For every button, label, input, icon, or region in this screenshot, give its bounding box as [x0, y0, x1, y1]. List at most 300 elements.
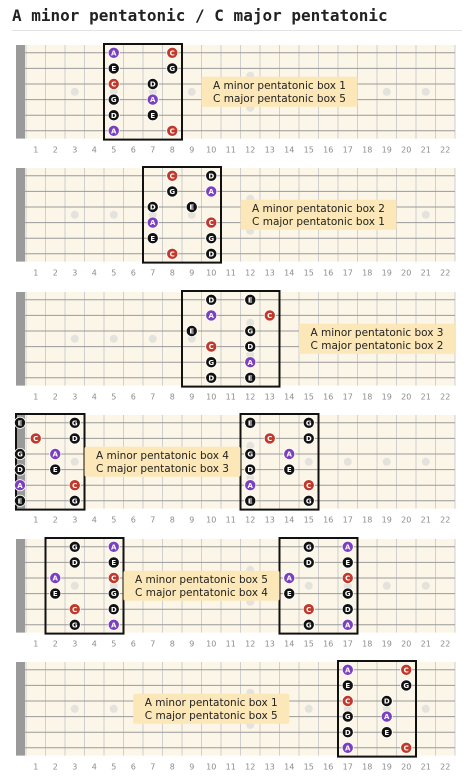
- fret-number: 2: [52, 392, 58, 402]
- note-letter: E: [247, 374, 253, 383]
- note-letter: C: [306, 481, 312, 490]
- fret-number: 13: [264, 268, 275, 278]
- box-label: [133, 694, 289, 724]
- note-marker-g: [14, 448, 25, 459]
- note-letter: G: [17, 450, 23, 459]
- note-letter: G: [71, 621, 78, 630]
- fret-number: 5: [111, 515, 117, 525]
- fret-number: 13: [264, 639, 275, 649]
- fret-inlay: [71, 705, 79, 713]
- note-letter: E: [17, 497, 23, 506]
- note-letter: D: [208, 250, 215, 259]
- note-marker-a: [108, 619, 119, 630]
- fret-number: 13: [264, 762, 275, 772]
- fret-number: 20: [401, 515, 412, 525]
- fret-number: 15: [303, 145, 314, 155]
- fret-number: 9: [189, 515, 195, 525]
- note-marker-c: [69, 480, 80, 491]
- note-marker-a: [108, 125, 119, 136]
- note-marker-e: [186, 201, 197, 212]
- fret-number: 4: [91, 639, 97, 649]
- fret-inlay: [149, 335, 157, 343]
- fret-inlay: [383, 458, 391, 466]
- note-marker-d: [206, 248, 217, 259]
- note-letter: A: [52, 450, 58, 459]
- fret-inlay: [305, 582, 313, 590]
- box-label-minor: A minor pentatonic box 2: [252, 202, 385, 215]
- fret-number: 2: [52, 145, 58, 155]
- note-marker-c: [401, 742, 412, 753]
- fret-number: 14: [284, 762, 295, 772]
- note-letter: E: [111, 65, 117, 73]
- note-marker-g: [108, 94, 119, 105]
- note-letter: C: [169, 49, 175, 58]
- note-marker-g: [245, 448, 256, 459]
- fret-number: 3: [72, 762, 78, 772]
- fret-number: 20: [401, 268, 412, 278]
- page-title: A minor pentatonic / C major pentatonic: [12, 6, 388, 25]
- fret-number: 12: [245, 145, 256, 155]
- fret-number: 17: [342, 515, 353, 525]
- note-marker-d: [245, 464, 256, 475]
- note-marker-e: [342, 680, 353, 691]
- fret-number: 11: [225, 515, 236, 525]
- note-letter: D: [208, 296, 215, 305]
- fret-number: 7: [150, 268, 156, 278]
- fret-number: 16: [323, 639, 334, 649]
- note-marker-d: [108, 604, 119, 615]
- fret-number: 22: [440, 639, 451, 649]
- note-letter: C: [267, 312, 273, 320]
- note-marker-e: [147, 233, 158, 244]
- note-marker-d: [14, 464, 25, 475]
- note-marker-c: [167, 125, 178, 136]
- note-letter: G: [169, 188, 176, 196]
- fretboard-box-4: [14, 414, 455, 525]
- note-marker-c: [167, 47, 178, 58]
- note-marker-c: [303, 480, 314, 491]
- fret-number: 7: [150, 639, 156, 649]
- note-marker-a: [50, 572, 61, 583]
- note-letter: C: [169, 250, 175, 259]
- note-letter: G: [247, 327, 254, 336]
- note-marker-e: [284, 588, 295, 599]
- fret-inlay: [71, 582, 79, 590]
- fret-number: 21: [420, 392, 431, 402]
- note-letter: A: [345, 744, 351, 753]
- fret-number: 13: [264, 392, 275, 402]
- fret-number: 7: [150, 392, 156, 402]
- note-marker-d: [147, 78, 158, 89]
- fret-number: 17: [342, 268, 353, 278]
- note-marker-c: [264, 310, 275, 321]
- note-letter: G: [403, 682, 410, 690]
- note-letter: A: [247, 481, 253, 490]
- note-marker-a: [284, 448, 295, 459]
- note-marker-e: [245, 417, 256, 428]
- note-letter: E: [189, 203, 195, 212]
- note-marker-g: [303, 541, 314, 552]
- fret-inlay: [383, 88, 391, 96]
- note-letter: A: [345, 543, 351, 552]
- note-letter: G: [247, 450, 254, 459]
- note-marker-d: [69, 557, 80, 568]
- nut: [16, 45, 25, 139]
- fret-number: 20: [401, 145, 412, 155]
- fret-number: 10: [206, 515, 217, 525]
- note-letter: A: [111, 49, 117, 58]
- note-letter: A: [150, 219, 156, 228]
- fret-number: 16: [323, 392, 334, 402]
- note-letter: D: [71, 559, 78, 567]
- fret-number: 8: [169, 639, 175, 649]
- fret-number: 18: [362, 145, 373, 155]
- note-letter: A: [111, 543, 117, 552]
- box-label-minor: A minor pentatonic box 5: [135, 573, 268, 586]
- fret-number: 9: [189, 392, 195, 402]
- fret-number: 21: [420, 515, 431, 525]
- note-marker-e: [14, 495, 25, 506]
- note-marker-c: [108, 572, 119, 583]
- note-letter: G: [208, 234, 215, 243]
- fret-number: 19: [381, 392, 392, 402]
- fret-number: 8: [169, 515, 175, 525]
- note-marker-a: [342, 541, 353, 552]
- fret-number: 10: [206, 639, 217, 649]
- fret-number: 22: [440, 145, 451, 155]
- fret-number: 1: [33, 762, 39, 772]
- fret-number: 5: [111, 639, 117, 649]
- fret-number: 3: [72, 145, 78, 155]
- note-letter: G: [344, 590, 351, 599]
- fret-number: 8: [169, 145, 175, 155]
- fret-number: 20: [401, 762, 412, 772]
- note-marker-g: [303, 495, 314, 506]
- note-letter: E: [247, 419, 253, 428]
- note-letter: G: [208, 358, 215, 367]
- note-marker-a: [381, 711, 392, 722]
- note-marker-e: [381, 727, 392, 738]
- note-marker-c: [401, 664, 412, 675]
- note-letter: D: [208, 374, 215, 383]
- note-marker-c: [30, 433, 41, 444]
- fret-number: 8: [169, 762, 175, 772]
- note-marker-g: [69, 619, 80, 630]
- note-marker-c: [69, 604, 80, 615]
- fret-number: 12: [245, 762, 256, 772]
- fret-inlay: [71, 88, 79, 96]
- note-letter: G: [305, 621, 312, 630]
- fret-number: 1: [33, 392, 39, 402]
- note-letter: E: [150, 234, 156, 243]
- note-marker-c: [206, 341, 217, 352]
- box-label-major: C major pentatonic box 3: [96, 462, 229, 475]
- note-letter: D: [110, 111, 117, 120]
- fret-inlay: [71, 335, 79, 343]
- note-letter: A: [208, 188, 214, 196]
- nut: [16, 292, 25, 386]
- note-marker-a: [147, 217, 158, 228]
- note-letter: E: [111, 559, 117, 567]
- note-letter: G: [305, 543, 312, 552]
- note-marker-c: [206, 217, 217, 228]
- fret-number: 2: [52, 762, 58, 772]
- fret-number: 17: [342, 639, 353, 649]
- note-letter: C: [72, 481, 78, 490]
- note-letter: C: [208, 343, 214, 352]
- note-marker-e: [342, 557, 353, 568]
- note-letter: G: [305, 497, 312, 506]
- fret-number: 15: [303, 639, 314, 649]
- note-marker-d: [206, 372, 217, 383]
- fret-number: 1: [33, 639, 39, 649]
- note-letter: G: [71, 497, 78, 506]
- fret-number: 12: [245, 392, 256, 402]
- note-marker-c: [167, 248, 178, 259]
- note-marker-d: [342, 604, 353, 615]
- fret-number: 4: [91, 515, 97, 525]
- fret-inlay: [422, 88, 430, 96]
- fret-number: 7: [150, 145, 156, 155]
- note-letter: C: [208, 219, 214, 228]
- fret-inlay: [110, 211, 118, 219]
- fret-number: 11: [225, 639, 236, 649]
- nut: [16, 168, 25, 262]
- note-marker-d: [69, 433, 80, 444]
- note-marker-a: [245, 480, 256, 491]
- fret-number: 8: [169, 268, 175, 278]
- note-letter: C: [169, 172, 175, 181]
- box-label-minor: A minor pentatonic box 1: [213, 79, 346, 92]
- fret-number: 6: [130, 762, 136, 772]
- note-letter: D: [344, 605, 351, 614]
- note-letter: D: [383, 697, 390, 706]
- note-marker-e: [245, 372, 256, 383]
- note-marker-d: [147, 201, 158, 212]
- note-marker-e: [245, 495, 256, 506]
- note-letter: E: [17, 419, 23, 428]
- fret-number: 6: [130, 639, 136, 649]
- note-marker-d: [108, 110, 119, 121]
- note-letter: D: [305, 435, 312, 443]
- fretboard-box-3: [16, 291, 455, 402]
- note-marker-a: [342, 742, 353, 753]
- fret-number: 11: [225, 268, 236, 278]
- box-label-minor: A minor pentatonic box 4: [96, 449, 229, 462]
- fret-number: 18: [362, 762, 373, 772]
- fret-number: 6: [130, 268, 136, 278]
- note-marker-g: [342, 711, 353, 722]
- fret-number: 9: [189, 145, 195, 155]
- fret-inlay: [344, 458, 352, 466]
- note-letter: D: [71, 435, 78, 443]
- note-letter: A: [345, 666, 351, 675]
- box-label-major: C major pentatonic box 5: [144, 709, 278, 722]
- fret-inlay: [422, 705, 430, 713]
- note-marker-g: [303, 417, 314, 428]
- note-letter: D: [247, 343, 254, 352]
- fret-number: 16: [323, 268, 334, 278]
- note-marker-a: [342, 664, 353, 675]
- fret-number: 12: [245, 639, 256, 649]
- note-letter: C: [33, 435, 39, 443]
- box-label: [299, 324, 455, 354]
- fret-number: 2: [52, 268, 58, 278]
- fret-number: 7: [150, 515, 156, 525]
- note-marker-c: [108, 78, 119, 89]
- fret-number: 19: [381, 515, 392, 525]
- fret-number: 1: [33, 515, 39, 525]
- fret-number: 1: [33, 268, 39, 278]
- fret-number: 6: [130, 392, 136, 402]
- fret-number: 21: [420, 268, 431, 278]
- fret-number: 14: [284, 268, 295, 278]
- fret-inlay: [422, 582, 430, 590]
- fret-number: 22: [440, 762, 451, 772]
- fretboard-box-1-low: [16, 44, 455, 155]
- box-label-major: C major pentatonic box 1: [252, 215, 385, 228]
- fret-number: 14: [284, 515, 295, 525]
- fret-number: 16: [323, 515, 334, 525]
- note-marker-c: [342, 695, 353, 706]
- note-letter: D: [149, 80, 156, 89]
- note-marker-c: [303, 604, 314, 615]
- fret-number: 15: [303, 762, 314, 772]
- fret-number: 9: [189, 762, 195, 772]
- fret-number: 19: [381, 145, 392, 155]
- note-letter: A: [17, 481, 23, 490]
- note-marker-e: [50, 464, 61, 475]
- fret-inlay: [422, 211, 430, 219]
- note-marker-e: [50, 588, 61, 599]
- fret-number: 4: [91, 268, 97, 278]
- note-letter: A: [286, 450, 292, 459]
- fret-number: 21: [420, 145, 431, 155]
- note-marker-e: [108, 63, 119, 74]
- fret-number: 20: [401, 392, 412, 402]
- fret-number: 2: [52, 639, 58, 649]
- fret-inlay: [110, 335, 118, 343]
- box-label: [124, 571, 280, 601]
- note-marker-g: [69, 417, 80, 428]
- note-letter: G: [305, 419, 312, 428]
- fret-number: 6: [130, 515, 136, 525]
- fret-number: 18: [362, 268, 373, 278]
- fret-number: 4: [91, 762, 97, 772]
- note-marker-d: [303, 557, 314, 568]
- note-letter: D: [305, 559, 312, 567]
- note-marker-a: [342, 619, 353, 630]
- note-letter: A: [111, 621, 117, 630]
- note-letter: E: [286, 466, 292, 475]
- note-letter: A: [150, 96, 156, 105]
- note-marker-g: [206, 357, 217, 368]
- fret-number: 4: [91, 145, 97, 155]
- note-letter: C: [403, 666, 409, 675]
- note-letter: C: [111, 574, 117, 583]
- note-letter: E: [345, 559, 351, 567]
- fret-inlay: [383, 582, 391, 590]
- note-letter: E: [384, 728, 390, 737]
- fret-number: 16: [323, 145, 334, 155]
- fret-inlay: [422, 458, 430, 466]
- note-letter: C: [345, 574, 351, 583]
- fret-number: 15: [303, 268, 314, 278]
- fret-number: 10: [206, 762, 217, 772]
- fret-number: 14: [284, 392, 295, 402]
- note-letter: C: [345, 697, 351, 706]
- note-marker-e: [186, 325, 197, 336]
- fret-number: 20: [401, 639, 412, 649]
- note-marker-a: [284, 572, 295, 583]
- box-label-major: C major pentatonic box 4: [135, 586, 268, 599]
- fret-number: 4: [91, 392, 97, 402]
- note-letter: C: [111, 80, 117, 89]
- fret-number: 3: [72, 268, 78, 278]
- fret-number: 9: [189, 268, 195, 278]
- note-letter: A: [384, 713, 390, 722]
- note-letter: A: [111, 127, 117, 136]
- fret-number: 18: [362, 392, 373, 402]
- note-letter: C: [169, 127, 175, 136]
- note-marker-d: [303, 433, 314, 444]
- fret-number: 10: [206, 392, 217, 402]
- note-letter: D: [344, 728, 351, 737]
- nut: [16, 415, 25, 509]
- fret-number: 9: [189, 639, 195, 649]
- fret-number: 22: [440, 392, 451, 402]
- note-marker-e: [245, 294, 256, 305]
- note-marker-a: [206, 186, 217, 197]
- note-marker-e: [14, 417, 25, 428]
- note-letter: A: [52, 574, 58, 583]
- fret-number: 5: [111, 762, 117, 772]
- note-marker-g: [401, 680, 412, 691]
- fret-number: 12: [245, 268, 256, 278]
- box-label-major: C major pentatonic box 2: [310, 339, 444, 352]
- box-label: [241, 200, 397, 230]
- fret-number: 8: [169, 392, 175, 402]
- note-letter: D: [110, 605, 117, 614]
- note-marker-d: [206, 294, 217, 305]
- note-marker-g: [69, 541, 80, 552]
- fret-number: 14: [284, 145, 295, 155]
- note-marker-d: [342, 727, 353, 738]
- fret-number: 19: [381, 268, 392, 278]
- fret-number: 15: [303, 515, 314, 525]
- fret-number: 1: [33, 145, 39, 155]
- fret-inlay: [110, 705, 118, 713]
- note-letter: G: [71, 543, 78, 552]
- note-letter: A: [247, 358, 253, 367]
- fret-number: 17: [342, 145, 353, 155]
- note-marker-g: [342, 588, 353, 599]
- note-letter: G: [71, 419, 78, 428]
- note-letter: G: [110, 96, 117, 105]
- note-marker-a: [50, 448, 61, 459]
- fret-number: 22: [440, 268, 451, 278]
- fret-inlay: [305, 458, 313, 466]
- note-letter: G: [344, 713, 351, 722]
- fret-number: 22: [440, 515, 451, 525]
- fret-number: 7: [150, 762, 156, 772]
- note-marker-c: [167, 170, 178, 181]
- note-letter: D: [149, 203, 156, 212]
- note-marker-e: [108, 557, 119, 568]
- note-marker-g: [206, 233, 217, 244]
- note-marker-a: [108, 47, 119, 58]
- note-letter: C: [72, 605, 78, 614]
